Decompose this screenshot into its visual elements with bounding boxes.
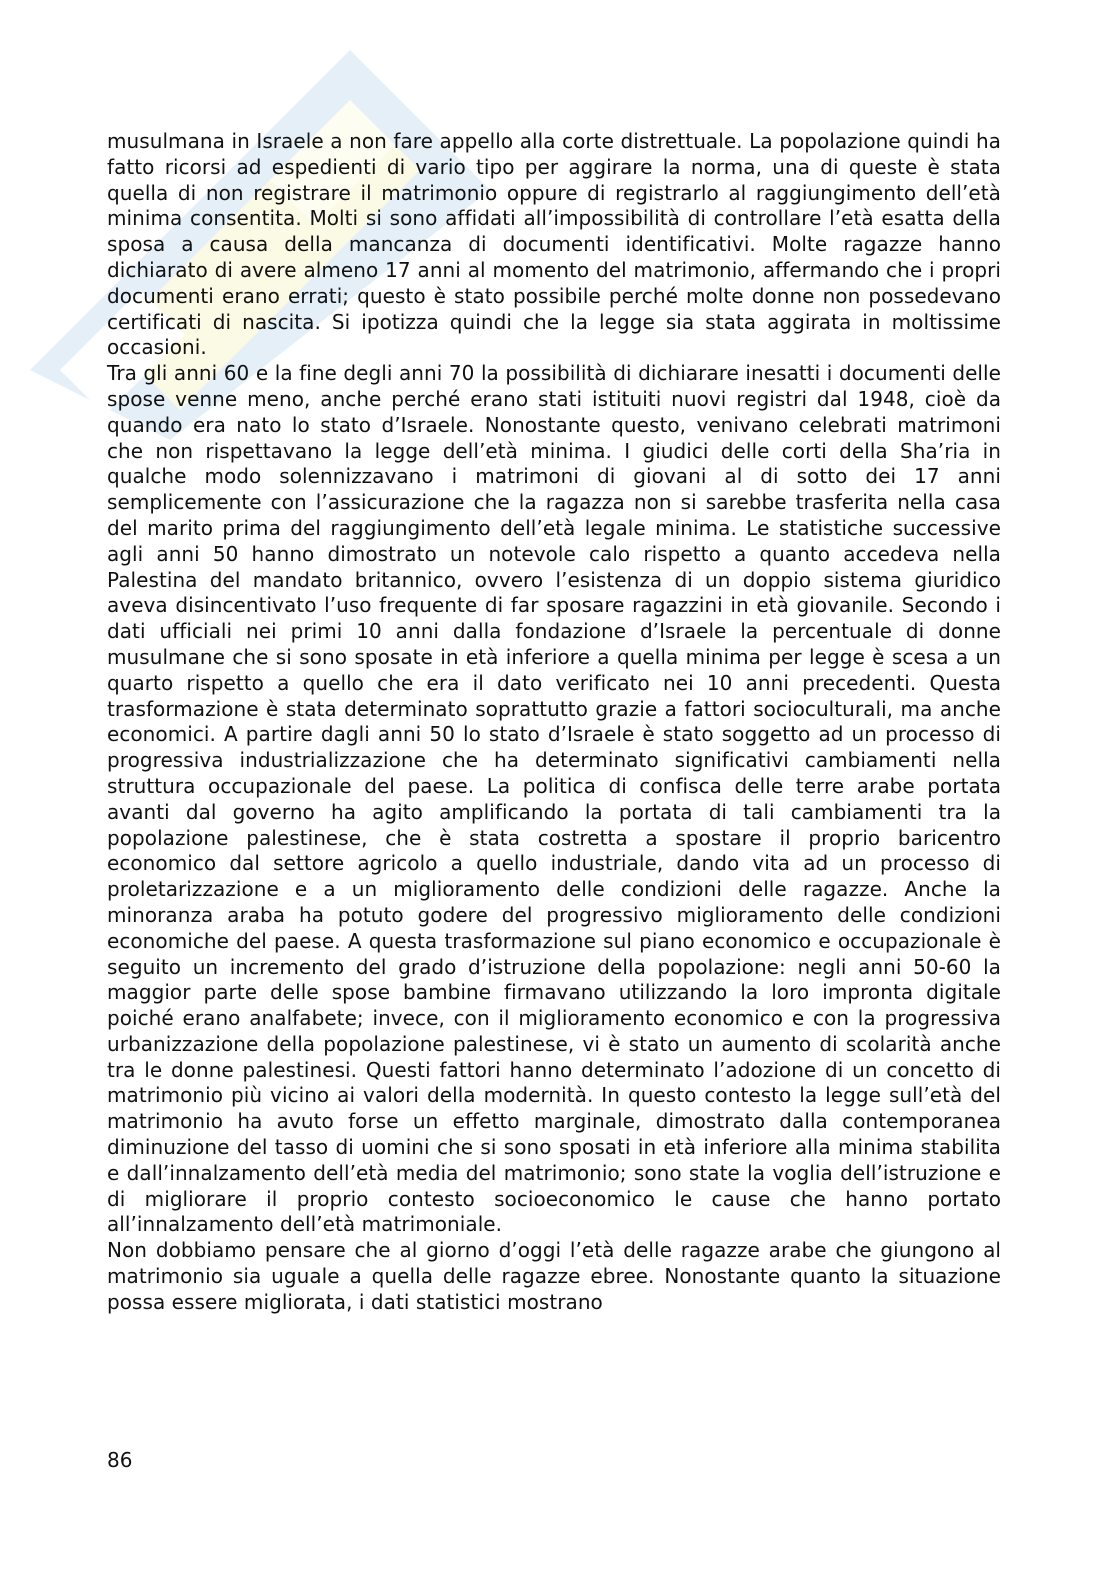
paragraph-2: Tra gli anni 60 e la fine degli anni 70 la possibilità di dichiarare inesatti i documenti delle spose venne meno, anche perché erano stati istituiti nuovi registri dal 1948, cioè da quando era nato lo stato d’Israele. Nonostante questo, venivano celebrati matrimoni che non rispettavano la legge dell’età minima. I giudici delle corti della Sha’ria in qualche modo solennizzavano i matrimoni di giovani al di sotto dei 17 anni semplicemente con l’assicurazione che la ragazza non si sarebbe trasferita nella casa del marito prima del raggiungimento dell’età legale minima. Le statistiche successive agli anni 50 hanno dimostrato un notevole calo rispetto a quanto accedeva nella Palestina del mandato britannico, ovvero l’esistenza di un doppio sistema giuridico aveva disincentivato l’uso frequente di far sposare ragazzini in età giovanile. Secondo i dati ufficiali nei primi 10 anni dalla fondazione d’Israele la percentuale di donne musulmane che si sono sposate in età inferiore a quella minima per legge è scesa a un quarto rispetto a quello che era il dato verificato nei 10 anni precedenti. Questa trasformazione è stata determinato soprattutto grazie a fattori socioculturali, ma anche economici. A partire dagli anni 50 lo stato d’Israele è stato soggetto ad un processo di progressiva industrializzazione che ha determinato significativi cambiamenti nella struttura occupazionale del paese. La politica di confisca delle terre arabe portata avanti dal governo ha agito amplificando la portata di tali cambiamenti tra la popolazione palestinese, che è stata costretta a spostare il proprio baricentro economico dal settore agricolo a quello industriale, dando vita ad un processo di proletarizzazione e a un miglioramento delle condizioni delle ragazze. Anche la minoranza araba ha potuto godere del progressivo miglioramento delle condizioni economiche del paese. A questa trasformazione sul piano economico e occupazionale è seguito un incremento del grado d’istruzione della popolazione: negli anni 50-60 la maggior parte delle spose bambine firmavano utilizzando la loro impronta digitale poiché erano analfabete; invece, con il miglioramento economico e con la progressiva urbanizzazione della popolazione palestinese, vi è stato un aumento di scolarità anche tra le donne palestinesi. Questi fattori hanno determinato l’adozione di un concetto di matrimonio più vicino ai valori della modernità. In questo contesto la legge sull’età del matrimonio ha avuto forse un effetto marginale, dimostrato dalla contemporanea diminuzione del tasso di uomini che si sono sposati in età inferiore alla minima stabilita e dall’innalzamento dell’età media del matrimonio; sono state la voglia dell’istruzione e di migliorare il proprio contesto socioeconomico le cause che hanno portato all’innalzamento dell’età matrimoniale. [107,361,1001,1237]
body-text [107,129,1001,1316]
paragraph-3: Non dobbiamo pensare che al giorno d’oggi l’età delle ragazze arabe che giungono al matrimonio sia uguale a quella delle ragazze ebree. Nonostante quanto la situazione possa essere migliorata, i dati statistici mostrano [107,1238,1001,1314]
paragraph-1: musulmana in Israele a non fare appello alla corte distrettuale. La popolazione quindi ha fatto ricorsi ad espedienti di vario tipo per aggirare la norma, una di queste è stata quella di non registrare il matrimonio oppure di registrarlo al raggiungimento dell’età minima consentita. Molti si sono affidati all’impossibilità di controllare l’età esatta della sposa a causa della mancanza di documenti identificativi. Molte ragazze hanno dichiarato di avere almeno 17 anni al momento del matrimonio, affermando che i propri documenti erano errati; questo è stato possibile perché molte donne non possedevano certificati di nascita. Si ipotizza quindi che la legge sia stata aggirata in moltissime occasioni. [107,129,1001,360]
page-number: 86 [107,1448,133,1472]
